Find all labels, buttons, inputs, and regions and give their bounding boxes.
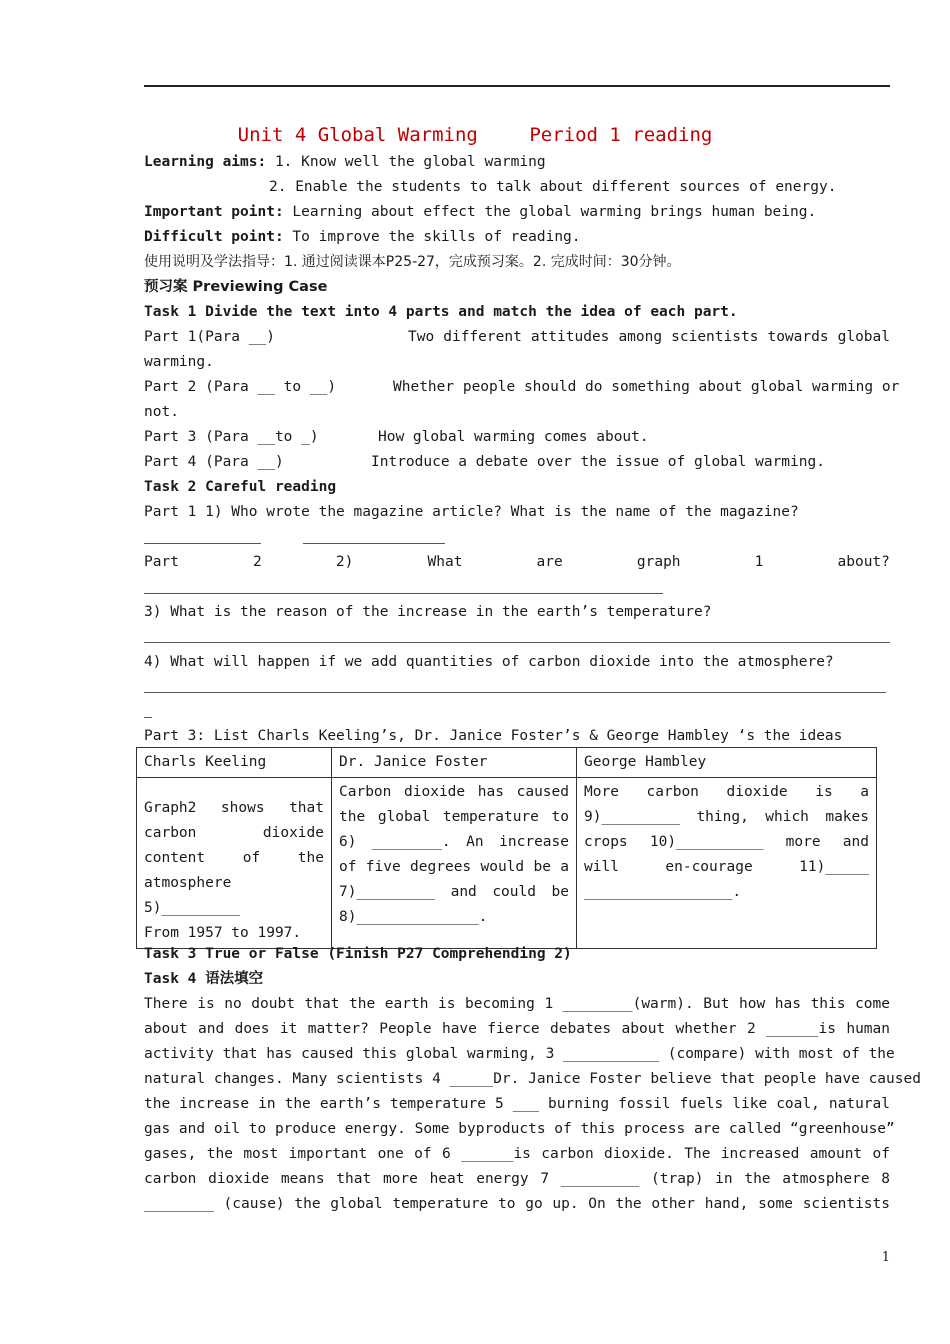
passage-line: activity that has caused this global warming, 3 ___________ (compare) with most of the [144,1046,895,1062]
passage-line: carbon dioxide means that more heat energy 7 _________ (trap) in the atmosphere 8 [144,1171,890,1187]
answer-blank[interactable] [144,593,663,594]
task1-heading: Task 1 Divide the text into 4 parts and match the idea of each part. [144,304,738,320]
task2-question-1: Part 1 1) Who wrote the magazine article? What is the name of the magazine? [144,504,799,520]
aims-item-1: 1. Know well the global warming [274,154,546,170]
part-1-continued: warming. [144,354,214,370]
task2-part-3: Part 3: List Charls Keeling’s, Dr. Janice Foster’s & George Hambley ‘s the ideas [144,728,843,744]
top-rule [144,85,890,87]
task2-question-4: 4) What will happen if we add quantities of carbon dioxide into the atmosphere? [144,654,834,670]
ideas-table [136,747,877,949]
aims-line-1 [144,152,890,172]
passage-line: ________ (cause) the global temperature to go up. On the other hand, some scientists [144,1196,890,1212]
q2-word: What [427,554,463,570]
part-idea: Whether people should do something about global warming or [393,379,900,395]
difficult-text: To improve the skills of reading. [292,229,581,245]
part-2-continued: not. [144,404,179,420]
title-period: Period 1 reading [529,124,713,146]
q2-word: 2) [335,554,354,570]
part-idea: Two different attitudes among scientists towards global [408,329,890,345]
part-label: Part 4 (Para __) [144,454,284,470]
table-header-row [137,748,877,778]
passage-line: gas and oil to produce energy. Some byproducts of this process are called “greenhouse” [144,1121,895,1137]
header-foster: Dr. Janice Foster [332,748,577,778]
cell-keeling [137,778,332,949]
previewing-heading: 预习案 Previewing Case [144,279,328,295]
part-label: Part 1(Para __) [144,329,275,345]
passage-line: about and does it matter? People have fierce debates about whether 2 ______is human [144,1021,890,1037]
task3-heading: Task 3 True or False (Finish P27 Comprehending 2) [144,946,572,962]
passage-line: the increase in the earth’s temperature 5 ___ burning fossil fuels like coal, natural [144,1096,890,1112]
part-idea: Introduce a debate over the issue of global warming. [371,454,825,470]
instructions: 使用说明及学法指导：1. 通过阅读课本P25-27，完成预习案。2. 完成时间：30分钟。 [144,254,681,270]
difficult-point [144,227,890,247]
answer-blank[interactable] [144,543,261,544]
q2-word: Part [144,554,179,570]
passage-line: natural changes. Many scientists 4 _____Dr. Janice Foster believe that people have caused [144,1071,921,1087]
keeling-years: From 1957 to 1997. [144,925,302,941]
q2-word: graph [636,554,681,570]
q2-word: are [536,554,563,570]
task4-heading: Task 4 语法填空 [144,971,264,987]
q2-word: 1 [754,554,764,570]
answer-blank[interactable] [144,717,152,718]
page-number: 1 [881,1250,890,1265]
cell-hambley: More carbon dioxide is a 9)_________ thing, which makes crops 10)__________ more and will en-courage 11)_____ _________________. [577,778,877,949]
header-hambley: George Hambley [577,748,877,778]
keeling-blank[interactable]: 5)_________ [144,900,241,916]
aims-item-2: 2. Enable the students to talk about different sources of energy. [269,179,837,195]
answer-blank[interactable] [144,692,886,693]
task2-question-3: 3) What is the reason of the increase in the earth’s temperature? [144,604,712,620]
answer-blank[interactable] [144,642,890,643]
q2-word: 2 [253,554,262,570]
cell-foster: Carbon dioxide has caused the global temperature to 6) ________. An increase of five degrees would be a 7)_________ and could be 8)______________. [332,778,577,949]
difficult-label: Difficult point: [144,229,284,245]
title-unit: Unit 4 Global Warming [237,124,478,146]
part-idea: How global warming comes about. [378,429,649,445]
task2-question-2 [144,552,890,572]
important-text: Learning about effect the global warming brings human being. [292,204,817,220]
page-title [0,124,950,146]
passage-line: gases, the most important one of 6 ______is carbon dioxide. The increased amount of [144,1146,890,1162]
keeling-text: Graph2 shows that carbon dioxide content of the atmosphere [144,800,324,891]
aims-label: Learning aims: [144,154,267,170]
answer-blank[interactable] [303,543,445,544]
part-label: Part 2 (Para __ to __) [144,379,337,395]
part-label: Part 3 (Para __to _) [144,429,319,445]
table-row [137,778,877,949]
header-keeling: Charls Keeling [137,748,332,778]
task2-heading: Task 2 Careful reading [144,479,337,495]
important-label: Important point: [144,204,284,220]
important-point [144,202,890,222]
passage-line: There is no doubt that the earth is becoming 1 ________(warm). But how has this come [144,996,890,1012]
q2-word: about? [837,554,890,570]
